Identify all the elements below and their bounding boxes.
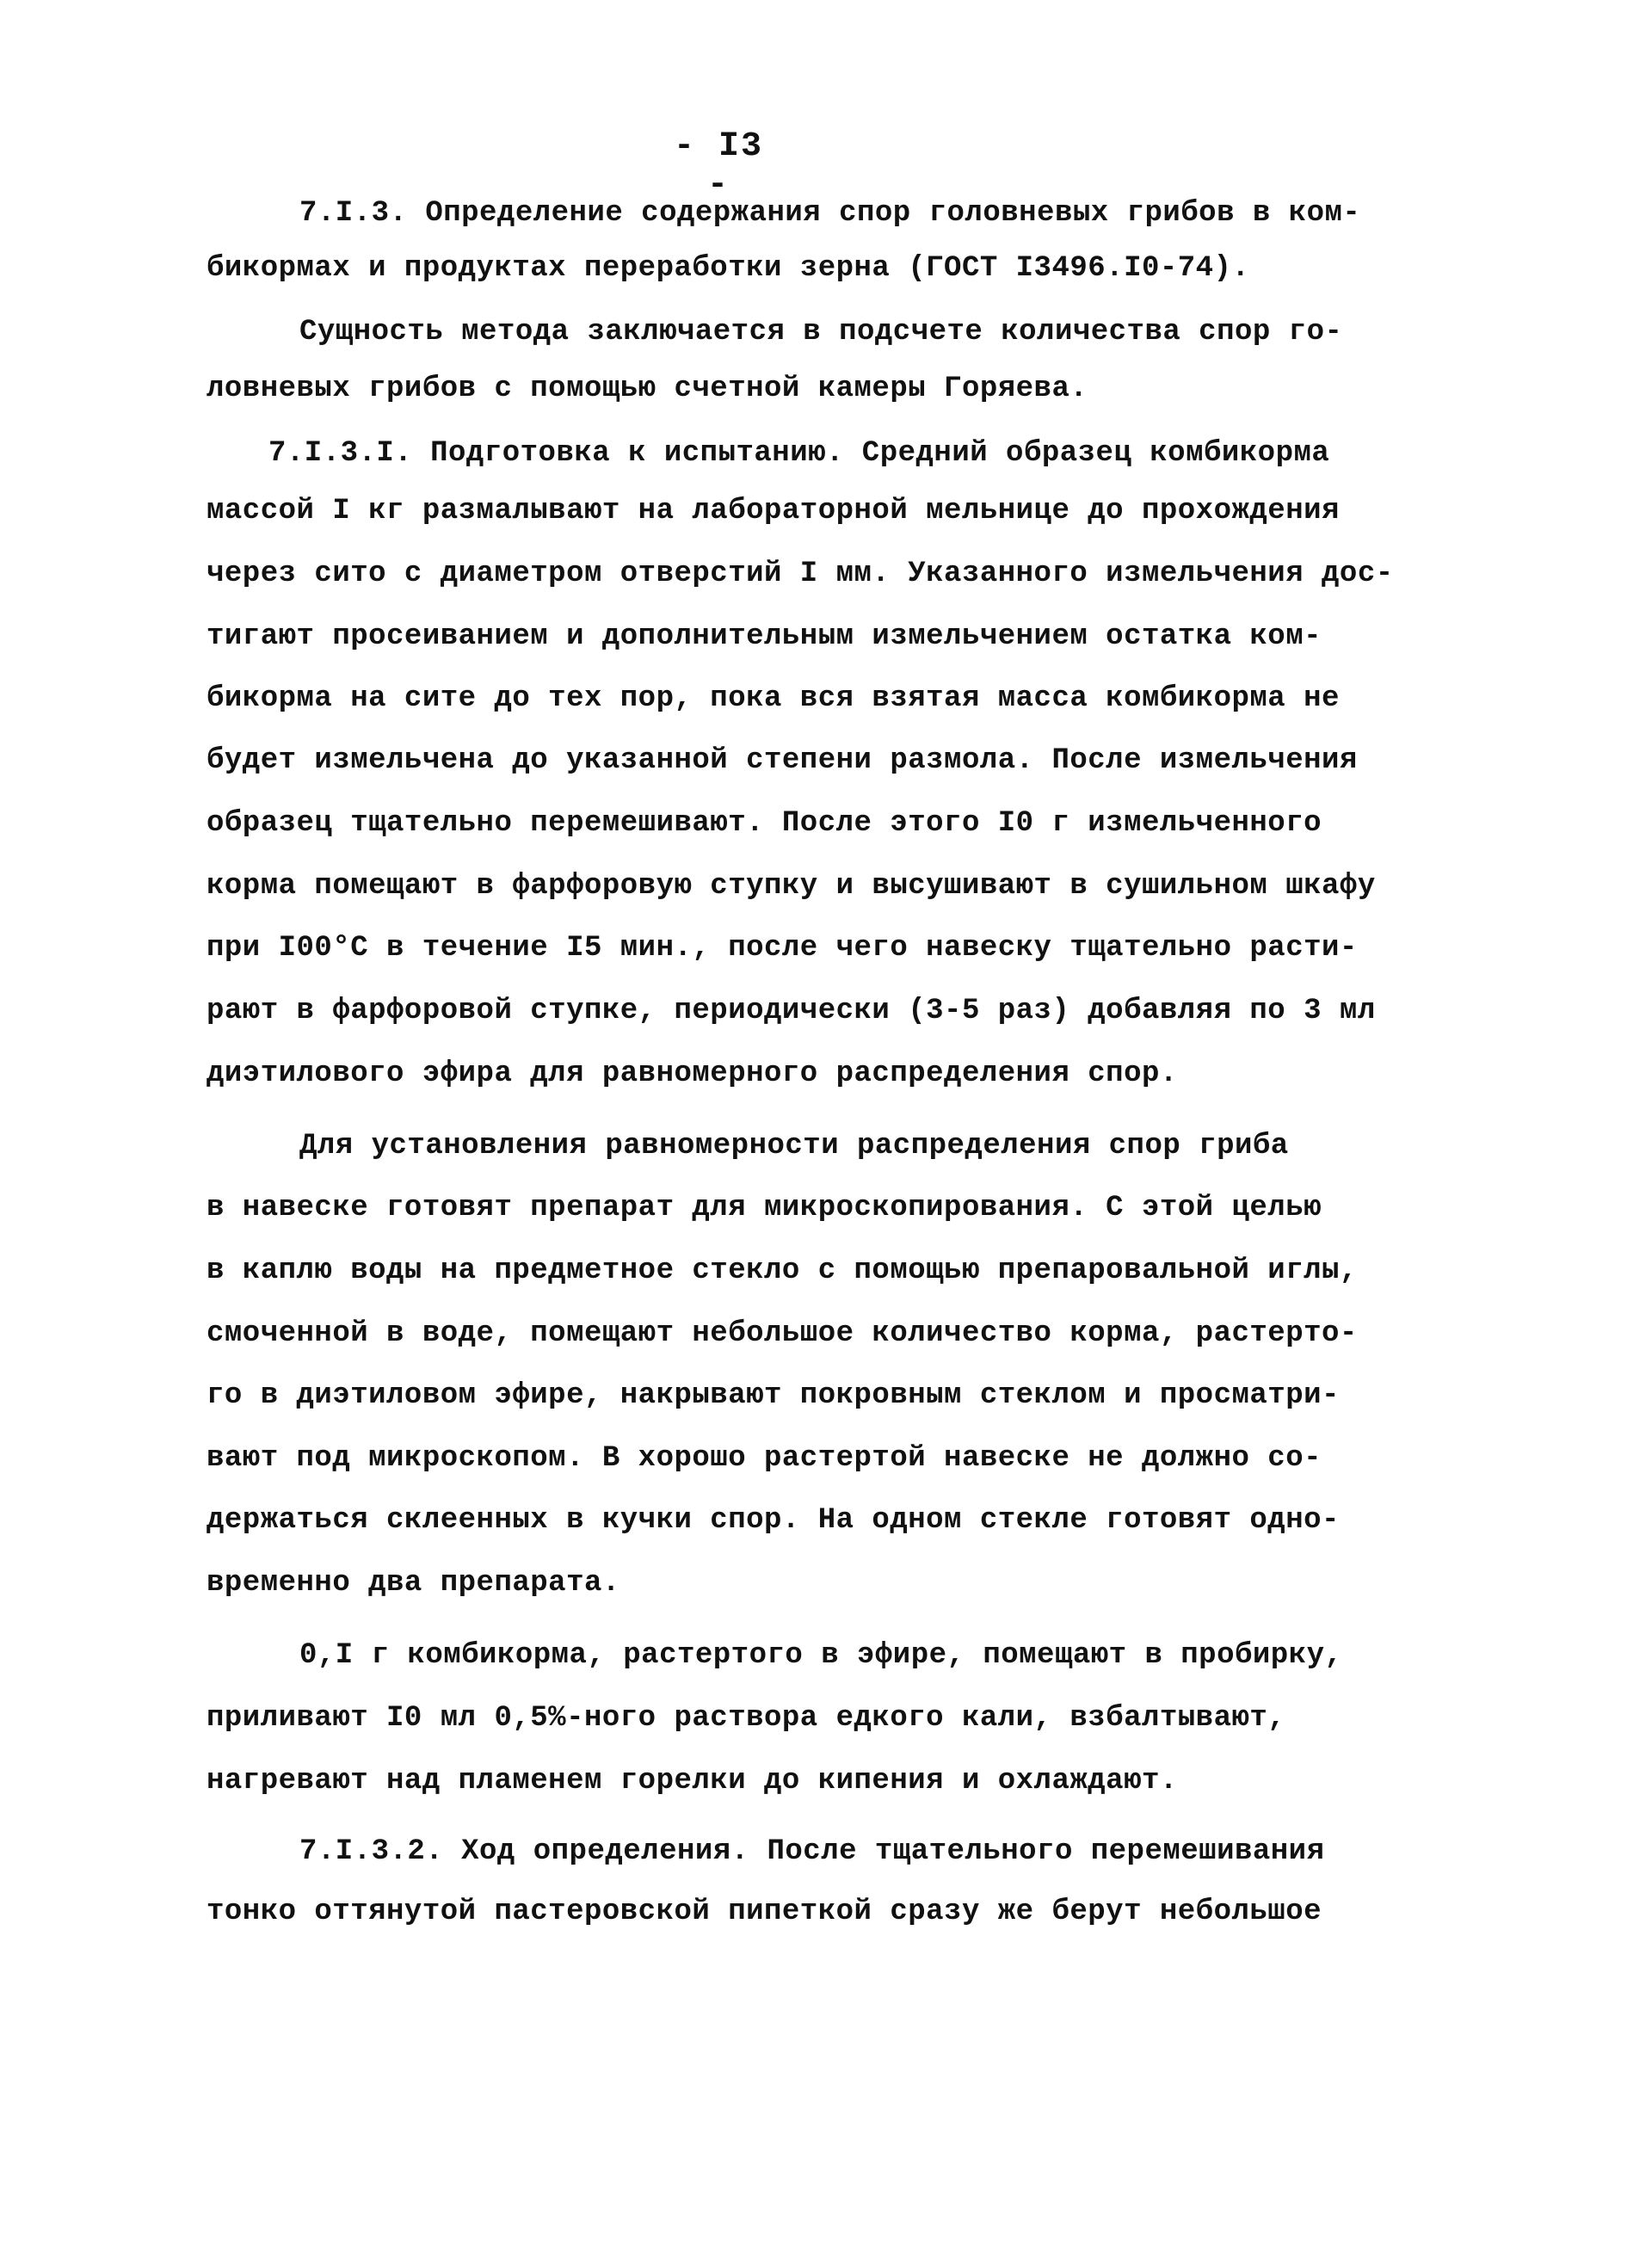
text-line: диэтилового эфира для равномерного распределения спор. — [206, 1058, 1178, 1090]
text-line: ловневых грибов с помощью счетной камеры Горяева. — [206, 373, 1088, 405]
text-line: тигают просеиванием и дополнительным измельчением остатка ком- — [206, 620, 1322, 653]
text-line: рают в фарфоровой ступке, периодически (3-5 раз) добавляя по 3 мл — [206, 995, 1376, 1027]
text-line: в навеске готовят препарат для микроскопирования. С этой целью — [206, 1192, 1322, 1224]
text-line: 7.I.3.2. Ход определения. После тщательного перемешивания — [299, 1835, 1325, 1868]
text-line: временно два препарата. — [206, 1567, 620, 1600]
text-line: смоченной в воде, помещают небольшое количество корма, растерто- — [206, 1317, 1358, 1350]
text-line: бикорма на сите до тех пор, пока вся взятая масса комбикорма не — [206, 682, 1340, 715]
text-line: 7.I.3. Определение содержания спор головневых грибов в ком- — [299, 197, 1361, 230]
text-line: го в диэтиловом эфире, накрывают покровным стеклом и просматри- — [206, 1379, 1340, 1412]
text-line: при I00°С в течение I5 мин., после чего навеску тщательно расти- — [206, 932, 1358, 965]
text-line: нагревают над пламенем горелки до кипения и охлаждают. — [206, 1765, 1178, 1797]
text-line: тонко оттянутой пастеровской пипеткой сразу же берут небольшое — [206, 1896, 1322, 1928]
text-line: образец тщательно перемешивают. После этого I0 г измельченного — [206, 807, 1322, 840]
text-line: 0,I г комбикорма, растертого в эфире, помещают в пробирку, — [299, 1639, 1343, 1672]
text-line: массой I кг размалывают на лабораторной мельнице до прохождения — [206, 495, 1340, 527]
text-line: корма помещают в фарфоровую ступку и высушивают в сушильном шкафу — [206, 870, 1376, 903]
page-number: - I3 - — [673, 127, 763, 205]
text-line: 7.I.3.I. Подготовка к испытанию. Средний образец комбикорма — [268, 437, 1330, 470]
text-line: Сущность метода заключается в подсчете количества спор го- — [299, 316, 1343, 348]
text-line: держаться склеенных в кучки спор. На одном стекле готовят одно- — [206, 1504, 1340, 1537]
text-line: Для установления равномерности распределения спор гриба — [299, 1130, 1289, 1162]
text-line: бикормах и продуктах переработки зерна (ГОСТ I3496.I0-74). — [206, 252, 1250, 285]
text-line: вают под микроскопом. В хорошо растертой навеске не должно со- — [206, 1442, 1322, 1475]
text-line: через сито с диаметром отверстий I мм. Указанного измельчения дос- — [206, 558, 1394, 590]
text-line: будет измельчена до указанной степени размола. После измельчения — [206, 744, 1358, 777]
text-line: приливают I0 мл 0,5%-ного раствора едкого кали, взбалтывают, — [206, 1702, 1286, 1735]
text-line: в каплю воды на предметное стекло с помощью препаровальной иглы, — [206, 1255, 1358, 1287]
